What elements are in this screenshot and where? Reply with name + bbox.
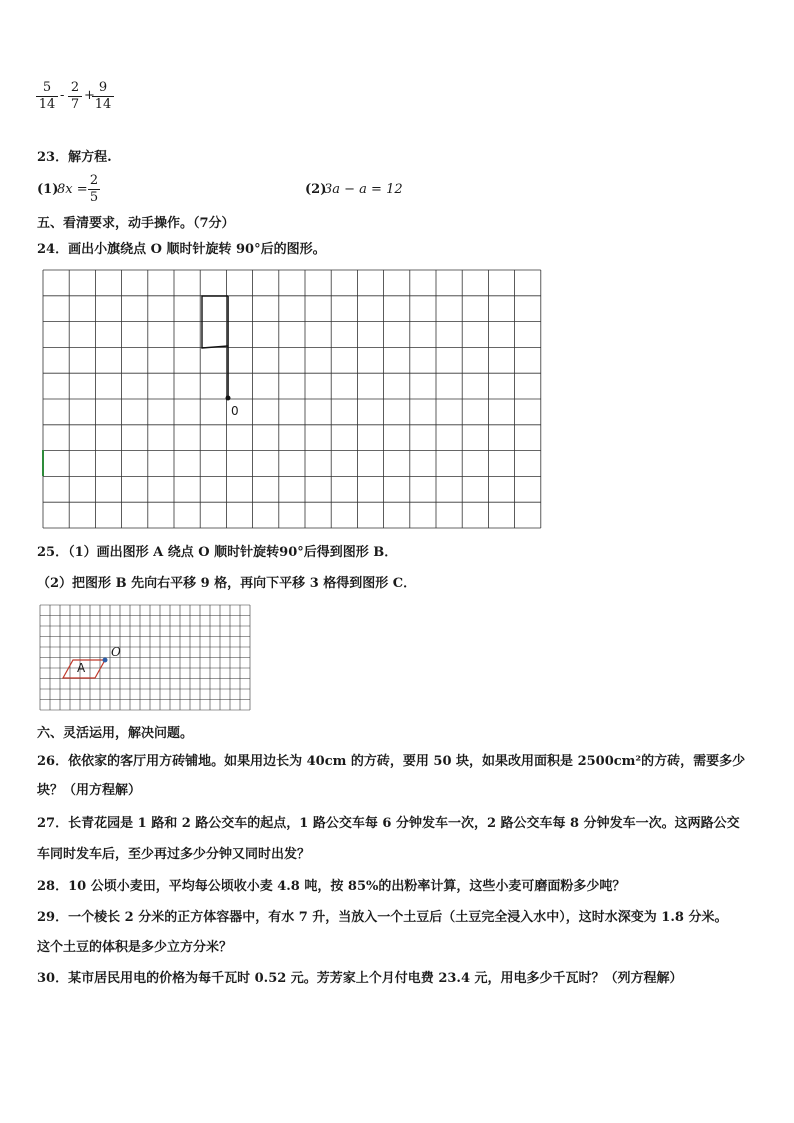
q25-line-2: （2）把图形 B 先向右平移 9 格，再向下平移 3 格得到图形 C． (37, 576, 417, 591)
eq2-text: 3a − a = 12 (324, 182, 403, 197)
q25-grid-figure (38, 603, 254, 713)
shape-a-label: A (77, 661, 86, 675)
q30-text: 30．某市居民用电的价格为每千瓦时 0.52 元。芳芳家上个月付电费 23.4 元，用电多少千瓦时？（列方程解） (37, 971, 683, 986)
q25-line-1: 25．（1）画出图形 A 绕点 O 顺时针旋转90°后得到图形 B． (37, 545, 398, 560)
minus-sign: - (60, 88, 65, 103)
point-o-label: 0 (231, 404, 239, 418)
eq1-label: (1) (37, 182, 59, 197)
point-o (226, 396, 231, 401)
q24-grid (43, 270, 541, 528)
q23-title: 23．解方程. (37, 150, 112, 165)
fraction-5-14: 5 14 (36, 80, 58, 113)
eq1-fraction: 2 5 (89, 173, 99, 205)
section-6-heading: 六、灵活运用，解决问题。 (37, 726, 194, 741)
q24-grid-figure (40, 268, 546, 530)
q29-line-1: 29．一个棱长 2 分米的正方体容器中，有水 7 升，当放入一个土豆后（土豆完全浸入水中），这时水深变为 1.8 分米。 (37, 910, 728, 925)
eq2-label: (2) (305, 182, 327, 197)
q27-line-1: 27．长青花园是 1 路和 2 路公交车的起点，1 路公交车每 6 分钟发车一次，2 路公交车每 8 分钟发车一次。这两路公交 (37, 816, 740, 831)
eq1-lhs: 8x = (57, 182, 88, 197)
point-o-small (103, 658, 108, 663)
section-5-heading: 五、看清要求，动手操作。（7分） (37, 216, 235, 231)
q24-title: 24．画出小旗绕点 O 顺时针旋转 90°后的图形。 (37, 242, 326, 257)
fraction-2-7: 2 7 (68, 80, 82, 113)
fraction-9-14: 9 14 (92, 80, 114, 113)
q28-text: 28．10 公顷小麦田，平均每公顷收小麦 4.8 吨，按 85%的出粉率计算，这些小麦可磨面粉多少吨？ (37, 879, 626, 894)
flag (202, 296, 228, 348)
plus-sign: + (84, 88, 95, 103)
q26-line-1: 26．依依家的客厅用方砖铺地。如果用边长为 40cm 的方砖，要用 50 块，如果改用面积是 2500cm²的方砖，需要多少 (37, 754, 746, 769)
point-o-small-label: O (111, 645, 121, 659)
q27-line-2: 车同时发车后，至少再过多少分钟又同时出发？ (37, 847, 311, 862)
q25-grid (40, 605, 250, 710)
q26-line-2: 块？（用方程解） (37, 783, 142, 798)
q29-line-2: 这个土豆的体积是多少立方分米？ (37, 940, 233, 955)
